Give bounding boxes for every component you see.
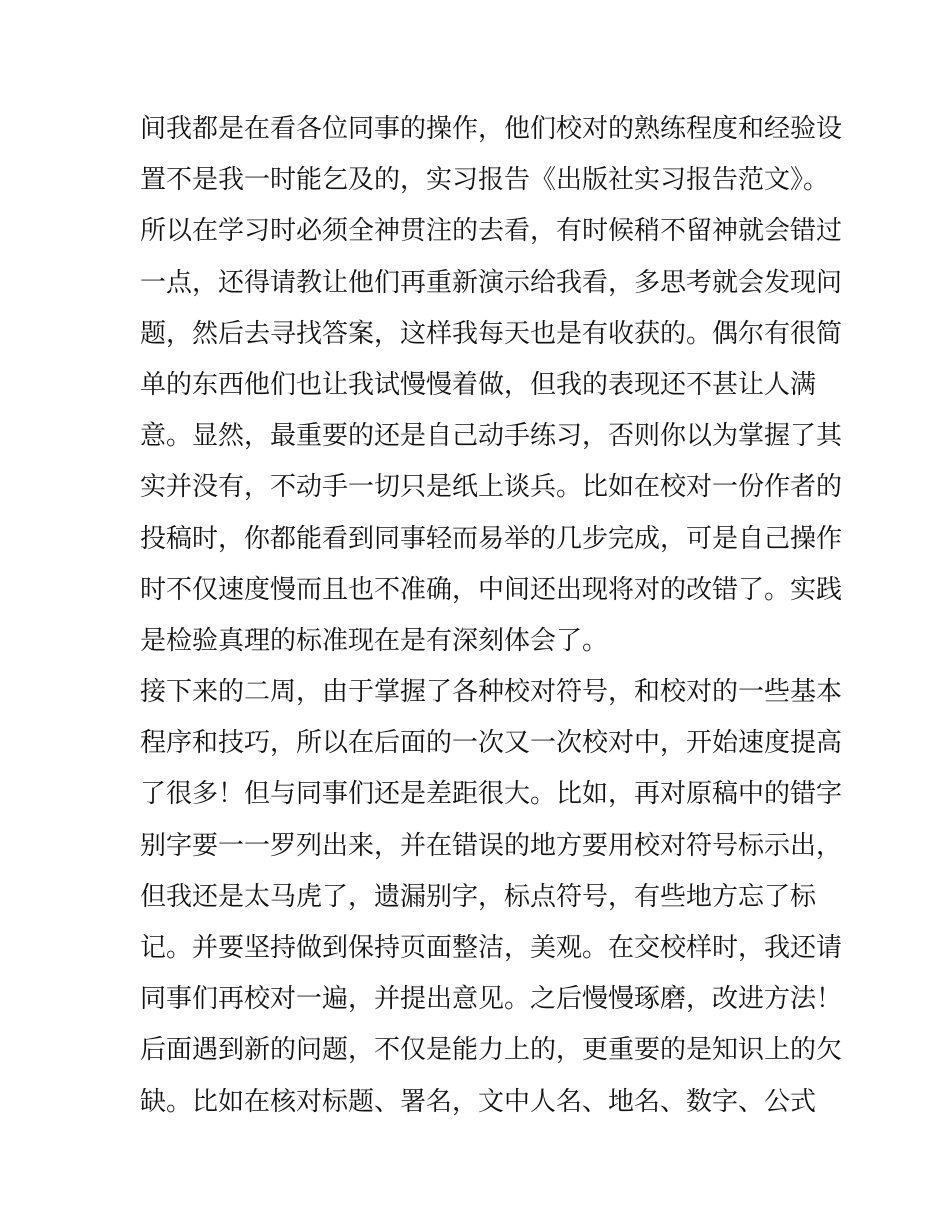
- text-line: 但我还是太马虎了，遗漏别字，标点符号，有些地方忘了标: [140, 881, 817, 912]
- text-line: 接下来的二周，由于掌握了各种校对符号，和校对的一些基本: [140, 677, 843, 708]
- text-line: 实并没有，不动手一切只是纸上谈兵。比如在校对一份作者的: [140, 472, 843, 503]
- text-line: 所以在学习时必须全神贯注的去看，有时候稍不留神就会错过: [140, 216, 843, 247]
- text-line: 意。显然，最重要的还是自己动手练习，否则你以为掌握了其: [140, 421, 843, 452]
- text-line: 程序和技巧，所以在后面的一次又一次校对中，开始速度提高: [140, 728, 843, 759]
- text-line: 一点，还得请教让他们再重新演示给我看，多思考就会发现问: [140, 267, 843, 298]
- text-line: 记。并要坚持做到保持页面整洁，美观。在交校样时，我还请: [140, 933, 843, 963]
- text-line: 缺。比如在核对标题、署名，文中人名、地名、数字、公式: [140, 1086, 817, 1117]
- text-line: 是检验真理的标准现在是有深刻体会了。: [140, 625, 609, 656]
- text-line: 同事们再校对一遍，并提出意见。之后慢慢琢磨，改进方法！: [140, 984, 843, 1015]
- text-line: 投稿时，你都能看到同事轻而易举的几步完成，可是自己操作: [140, 523, 843, 554]
- body-text: [140, 104, 843, 1128]
- text-line: 时不仅速度慢而且也不准确，中间还出现将对的改错了。实践: [140, 574, 843, 605]
- text-line: 后面遇到新的问题，不仅是能力上的，更重要的是知识上的欠: [140, 1035, 843, 1066]
- text-line: 置不是我一时能乞及的，实习报告《出版社实习报告范文》。: [140, 165, 830, 196]
- text-line: 别字要一一罗列出来，并在错误的地方要用校对符号标示出，: [140, 830, 843, 861]
- text-line: 间我都是在看各位同事的操作，他们校对的熟练程度和经验设: [140, 114, 843, 144]
- text-line: 题，然后去寻找答案，这样我每天也是有收获的。偶尔有很简: [140, 318, 843, 349]
- text-line: 了很多！但与同事们还是差距很大。比如，再对原稿中的错字: [140, 779, 843, 810]
- text-line: 单的东西他们也让我试慢慢着做，但我的表现还不甚让人满: [140, 369, 817, 400]
